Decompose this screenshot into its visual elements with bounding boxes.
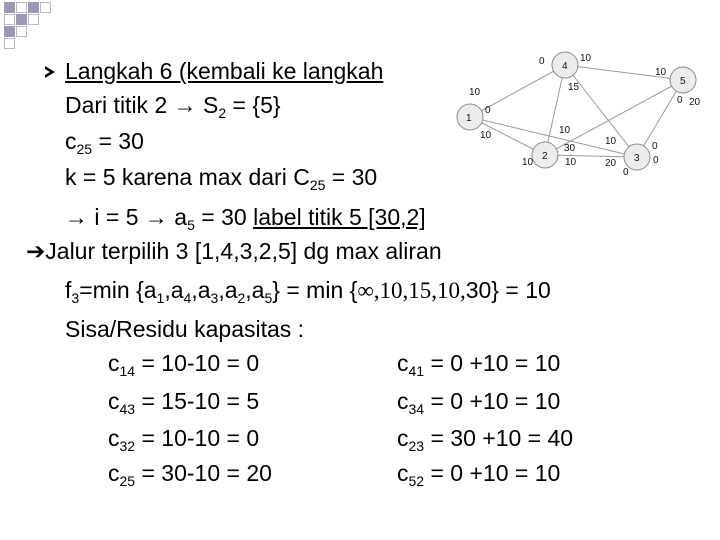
text-line-5: → $i = 5 \to a_5 = 30$ label titik 5 [30,2] bbox=[65, 204, 426, 233]
deco-square bbox=[16, 2, 27, 13]
edge-label: 30 bbox=[564, 143, 576, 154]
edge-label: 15 bbox=[568, 82, 580, 93]
edge-2-3 bbox=[545, 155, 637, 157]
edge-label: 0 bbox=[677, 95, 683, 106]
text-line-2: Dari titik $2 \to S_2 = \{5\}$ bbox=[65, 92, 281, 121]
edge-label: 0 bbox=[653, 155, 659, 166]
edge-label: 20 bbox=[689, 97, 701, 108]
label-text: label titik 5 [30,2] bbox=[253, 204, 426, 230]
heading: Langkah 6 (kembali ke langkah bbox=[65, 58, 384, 84]
deco-square bbox=[40, 2, 51, 13]
node-label: 2 bbox=[542, 151, 548, 162]
edge-label: 10 bbox=[480, 130, 492, 141]
edge-label: 10 bbox=[565, 157, 577, 168]
edge-label: 0 bbox=[539, 56, 545, 67]
edge-4-2 bbox=[545, 65, 565, 155]
bullet-arrow-icon bbox=[45, 66, 55, 78]
deco-square bbox=[4, 14, 15, 25]
edge-label: 20 bbox=[605, 158, 617, 169]
text-line-4: k = 5 karena max dari $C_{25} = 30$ bbox=[65, 164, 378, 193]
deco-square bbox=[4, 38, 15, 49]
deco-square bbox=[28, 2, 39, 13]
edge-label: 10 bbox=[522, 157, 534, 168]
node-label: 1 bbox=[466, 113, 472, 124]
deco-square bbox=[28, 14, 39, 25]
deco-square bbox=[16, 26, 27, 37]
residual-right: $c_{34} = 0 +10 = 10$ bbox=[397, 388, 561, 417]
node-label: 5 bbox=[680, 76, 686, 87]
residual-left: $c_{14} = 10-10 = 0$ bbox=[108, 350, 260, 379]
residual-right: $c_{23} = 30 +10 = 40$ bbox=[397, 425, 574, 454]
edge-label: 0 bbox=[485, 105, 491, 116]
arrow-icon: → bbox=[144, 204, 168, 230]
node-label: 3 bbox=[634, 153, 640, 164]
text-line-6: ➔Jalur terpilih 3 [1,4,3,2,5] dg max aliran bbox=[26, 238, 442, 264]
residual-left: $c_{25} = 30-10 = 20$ bbox=[108, 460, 272, 489]
arrow-icon: → bbox=[65, 204, 88, 230]
text-line-3: $c_{25} = 30$ bbox=[65, 128, 144, 157]
node-label: 4 bbox=[562, 61, 568, 72]
arrow-icon: → bbox=[173, 92, 197, 118]
edge-label: 0 bbox=[623, 167, 629, 178]
text-line-7: $f_3=\min$ $\{a_1,a_4,a_3,a_2,a_5\} = \min \{\infty,10,15,10,30\} = 10$ bbox=[65, 277, 551, 306]
deco-square bbox=[4, 26, 15, 37]
network-graph bbox=[455, 45, 715, 180]
edge-label: 10 bbox=[469, 87, 481, 98]
residual-left: $c_{43} = 15-10 = 5$ bbox=[108, 388, 260, 417]
residual-left: $c_{32} = 10-10 = 0$ bbox=[108, 425, 260, 454]
text-line-8: Sisa/Residu kapasitas : bbox=[65, 316, 305, 342]
edge-label: 10 bbox=[605, 136, 617, 147]
edge-label: 10 bbox=[655, 67, 667, 78]
residual-right: $c_{41} = 0 +10 = 10$ bbox=[397, 350, 561, 379]
edge-label: 0 bbox=[652, 141, 658, 152]
deco-square bbox=[4, 2, 15, 13]
edge-label: 10 bbox=[580, 53, 592, 64]
edge-label: 10 bbox=[559, 125, 571, 136]
bold-arrow-icon: ➔ bbox=[26, 238, 46, 264]
deco-square bbox=[16, 14, 27, 25]
residual-right: $c_{52} = 0 +10 = 10$ bbox=[397, 460, 561, 489]
